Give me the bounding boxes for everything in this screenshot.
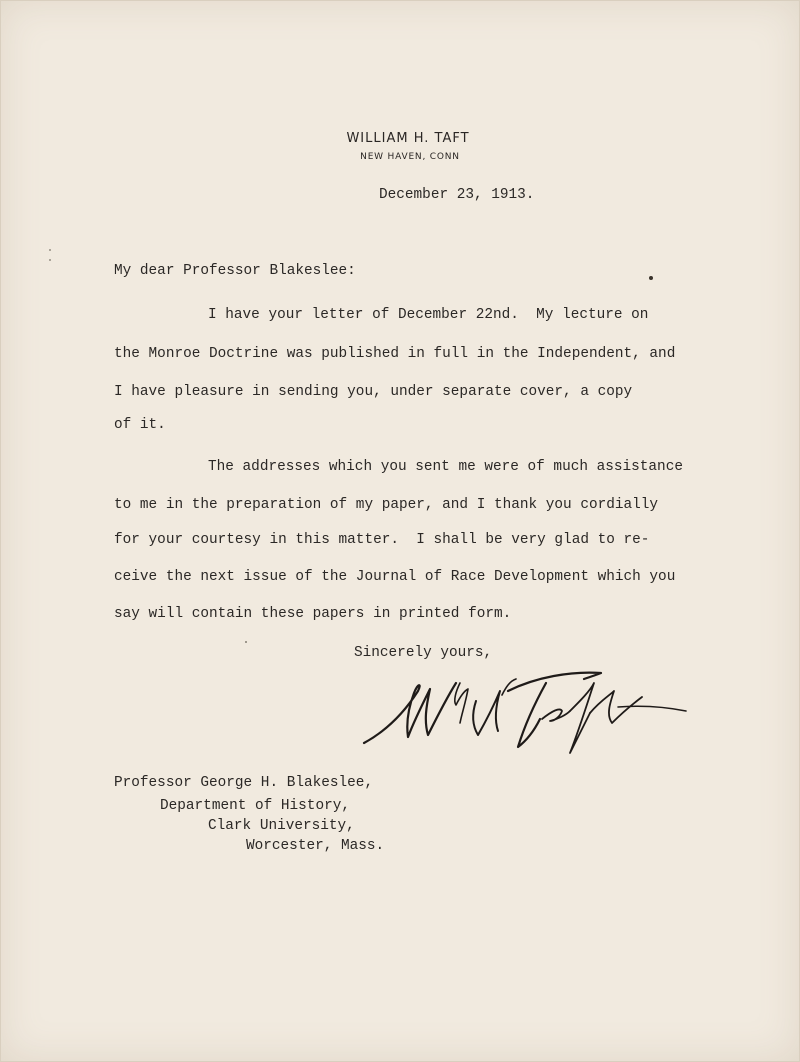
letterhead-name: WILLIAM H. TAFT — [346, 131, 470, 146]
paper-speck — [49, 259, 51, 261]
ink-speck — [649, 276, 653, 280]
paragraph-2-line-5: say will contain these papers in printed form. — [114, 606, 512, 622]
address-line-1: Professor George H. Blakeslee, — [114, 775, 374, 791]
paragraph-1-line-4: of it. — [114, 417, 166, 433]
closing: Sincerely yours, — [354, 645, 493, 661]
address-line-2: Department of History, — [160, 798, 350, 814]
letterhead-location: NEW HAVEN, CONN — [360, 152, 460, 162]
paragraph-2-line-1: The addresses which you sent me were of much assistance — [208, 459, 683, 475]
letter-date: December 23, 1913. — [379, 187, 535, 203]
address-line-4: Worcester, Mass. — [246, 838, 385, 854]
address-line-3: Clark University, — [208, 818, 355, 834]
paper-speck — [49, 249, 51, 251]
paragraph-1-line-3: I have pleasure in sending you, under separate cover, a copy — [114, 384, 633, 400]
paragraph-2-line-4: ceive the next issue of the Journal of Race Development which you — [114, 569, 676, 585]
paragraph-1-line-1: I have your letter of December 22nd. My lecture on — [208, 307, 649, 323]
paragraph-2-line-3: for your courtesy in this matter. I shall be very glad to re- — [114, 532, 650, 548]
signature — [356, 661, 696, 761]
paragraph-1-line-2: the Monroe Doctrine was published in full in the Independent, and — [114, 346, 676, 362]
salutation: My dear Professor Blakeslee: — [114, 263, 356, 279]
paper-speck — [245, 641, 247, 643]
paragraph-2-line-2: to me in the preparation of my paper, and I thank you cordially — [114, 497, 659, 513]
